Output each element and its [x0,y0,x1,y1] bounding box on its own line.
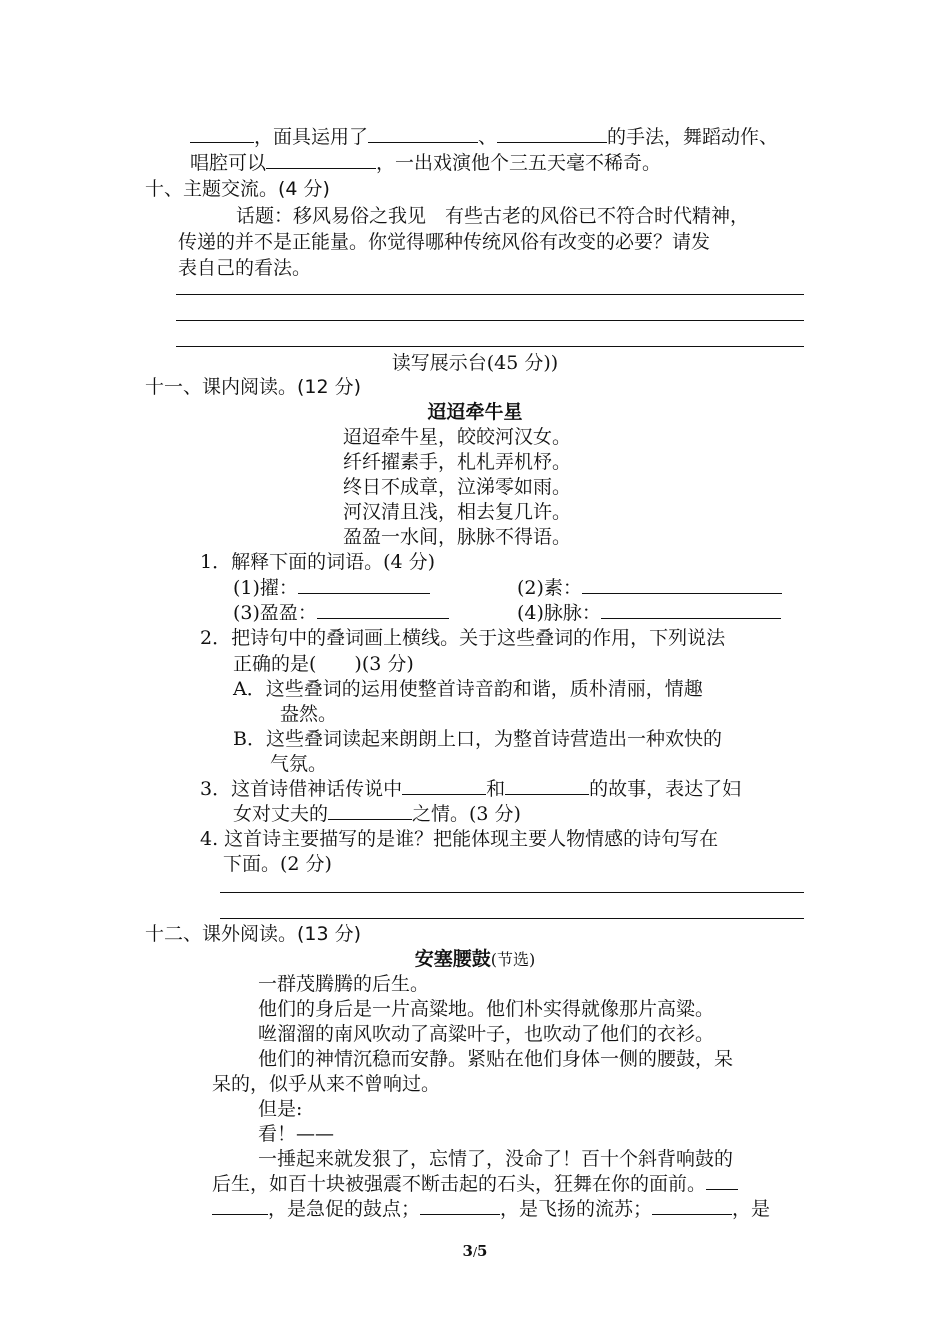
fill-line-2: 唱腔可以 ，一出戏演他个三五天毫不稀奇。 [190,152,662,174]
passage-line: 他们的神情沉稳而安静。紧贴在他们身体一侧的腰鼓，呆 [258,1048,734,1070]
passage-line: 后生，如百十块被强震不断击起的石头，狂舞在你的面前。 [212,1171,738,1197]
answer-blank[interactable] [582,575,782,594]
poem-title: 迢迢牵牛星 [427,401,523,423]
answer-blank[interactable] [266,150,376,169]
page-number: 3/5 [462,1242,488,1260]
passage-line: 看！—— [258,1123,335,1145]
answer-blank[interactable] [368,124,478,143]
option-b-cont: 气氛。 [270,753,328,775]
section-12-heading: 十二、课外阅读。(13 分) [145,923,362,945]
part-title: 读写展示台(45 分)) [391,352,559,374]
question-3-cont: 女对丈夫的 之情。(3 分) [233,803,521,825]
question-1-item: (4)脉脉： [517,600,781,626]
answer-blank[interactable] [298,575,430,594]
passage-line: 咝溜溜的南风吹动了高粱叶子，也吹动了他们的衣衫。 [258,1023,715,1045]
poem-line: 纤纤擢素手，札札弄机杼。 [343,451,572,473]
answer-blank[interactable] [402,776,486,795]
option-b[interactable]: B．这些叠词读起来朗朗上口，为整首诗营造出一种欢快的 [233,728,722,750]
answer-blank[interactable] [706,1171,738,1190]
answer-line[interactable] [176,320,804,321]
answer-blank[interactable] [328,801,412,820]
answer-blank[interactable] [420,1196,500,1215]
question-4-stem: 下面。(2 分) [223,853,332,875]
section-10-text: 传递的并不是正能量。你觉得哪种传统风俗有改变的必要？请发 [178,231,711,253]
section-10-text: 话题：移风易俗之我见 有些古老的风俗已不符合时代精神， [236,205,750,227]
question-1-item: (1)擢： [233,575,430,601]
passage-line: 一群茂腾腾的后生。 [258,973,430,995]
question-4-stem: 4. 这首诗主要描写的是谁？把能体现主要人物情感的诗句写在 [200,828,719,850]
question-2-stem: 正确的是( )(3 分) [233,653,414,675]
question-2-stem: 2．把诗句中的叠词画上横线。关于这些叠词的作用，下列说法 [200,627,726,649]
answer-blank[interactable] [317,600,449,619]
question-3: 3．这首诗借神话传说中 和 的故事，表达了妇 [200,778,742,800]
passage-line: 但是: [258,1098,303,1120]
answer-blank[interactable] [212,1196,268,1215]
poem-line: 河汉清且浅，相去复几许。 [343,501,572,523]
answer-line[interactable] [220,918,804,919]
passage-line: 他们的身后是一片高粱地。他们朴实得就像那片高粱。 [258,998,715,1020]
answer-line[interactable] [220,892,804,893]
answer-blank[interactable] [497,124,607,143]
question-1-item: (2)素： [517,575,782,601]
option-a-cont: 盎然。 [280,703,338,725]
answer-line[interactable] [176,294,804,295]
answer-blank[interactable] [190,124,254,143]
passage-title: 安塞腰鼓(节选) [414,948,536,970]
poem-line: 盈盈一水间，脉脉不得语。 [343,526,572,548]
answer-blank[interactable] [601,600,781,619]
question-1-item: (3)盈盈： [233,600,449,626]
passage-line: 呆的，似乎从来不曾响过。 [212,1073,441,1095]
answer-blank[interactable] [505,776,589,795]
passage-fill-line: ，是急促的鼓点； ，是飞扬的流苏； ，是 [212,1196,770,1222]
fill-line-1: ，面具运用了 、 的手法，舞蹈动作、 [190,124,778,150]
passage-line: 一捶起来就发狠了，忘情了，没命了！百十个斜背响鼓的 [258,1148,734,1170]
question-1-stem: 1．解释下面的词语。(4 分) [200,551,436,573]
section-10-text: 表自己的看法。 [178,257,312,279]
section-10-heading: 十、主题交流。(4 分) [145,178,330,200]
answer-blank[interactable] [652,1196,732,1215]
answer-line[interactable] [176,346,804,347]
poem-line: 迢迢牵牛星，皎皎河汉女。 [343,426,572,448]
section-11-heading: 十一、课内阅读。(12 分) [145,376,362,398]
option-a[interactable]: A．这些叠词的运用使整首诗音韵和谐，质朴清丽，情趣 [233,678,703,700]
poem-line: 终日不成章，泣涕零如雨。 [343,476,572,498]
